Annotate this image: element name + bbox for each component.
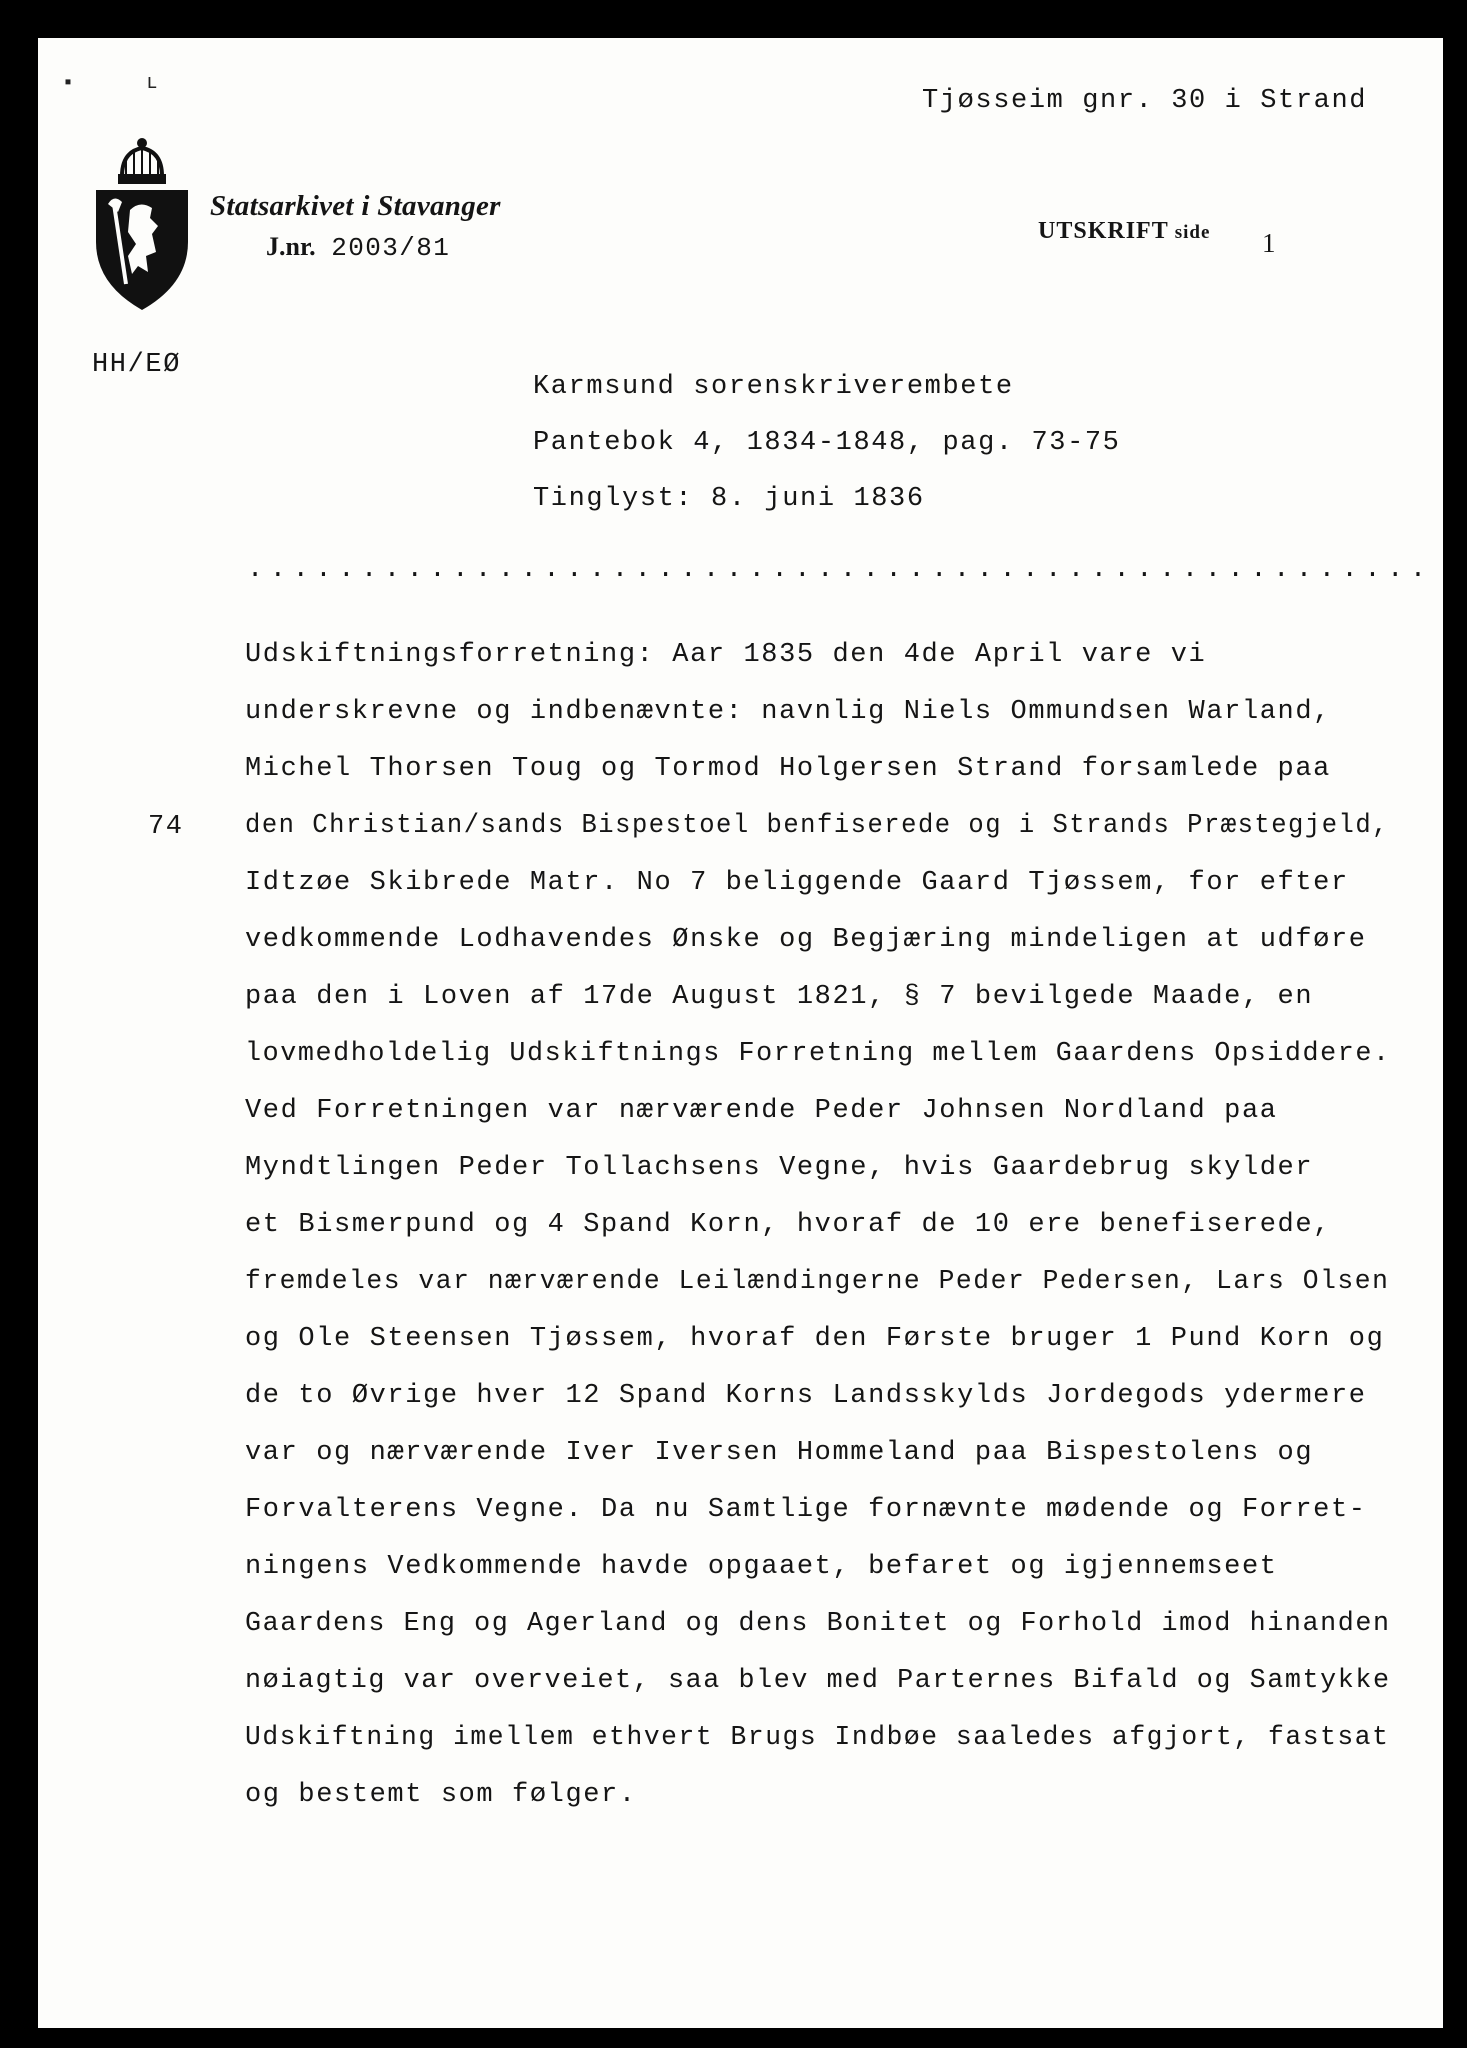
dotted-separator: ....................................................: [247, 555, 1433, 585]
text-line: og Ole Steensen Tjøssem, hvoraf den Første bruger 1 Pund Korn og: [245, 1324, 1385, 1354]
text-line: Forvalterens Vegne. Da nu Samtlige fornævnte mødende og Forret-: [245, 1495, 1367, 1525]
corner-mark: ▪: [62, 72, 75, 95]
corner-mark: ʟ: [146, 72, 159, 95]
text-line: Gaardens Eng og Agerland og dens Bonitet og Forhold imod hinanden: [245, 1609, 1391, 1639]
text-line: de to Øvrige hver 12 Spand Korns Landsskylds Jordegods ydermere: [245, 1381, 1367, 1411]
text-line: Udskiftning imellem ethvert Brugs Indbøe saaledes afgjort, fastsat: [245, 1723, 1390, 1753]
initials: HH/EØ: [92, 350, 182, 380]
location-header: Tjøsseim gnr. 30 i Strand: [922, 86, 1368, 116]
text-line: og bestemt som følger.: [245, 1780, 637, 1810]
text-line: Michel Thorsen Toug og Tormod Holgersen Strand forsamlede paa: [245, 754, 1331, 784]
source-registered: Tinglyst: 8. juni 1836: [533, 484, 925, 514]
text-line: fremdeles var nærværende Leilændingerne Peder Pedersen, Lars Olsen: [245, 1267, 1390, 1297]
text-line: paa den i Loven af 17de August 1821, § 7 bevilgede Maade, en: [245, 982, 1314, 1012]
text-line: Idtzøe Skibrede Matr. No 7 beliggende Gaard Tjøssem, for efter: [245, 868, 1349, 898]
text-line: Udskiftningsforretning: Aar 1835 den 4de April vare vi: [245, 640, 1207, 670]
source-office: Karmsund sorenskriverembete: [533, 372, 1014, 402]
journal-label: J.nr.: [266, 232, 316, 261]
utskrift-text: UTSKRIFT: [1038, 218, 1169, 244]
journal-number: [266, 232, 450, 263]
page-number: 1: [1262, 228, 1276, 258]
text-line: vedkommende Lodhavendes Ønske og Begjæring mindeligen at udføre: [245, 925, 1367, 955]
text-line: et Bismerpund og 4 Spand Korn, hvoraf de 10 ere benefiserede,: [245, 1210, 1331, 1240]
text-line: Myndtlingen Peder Tollachsens Vegne, hvis Gaardebrug skylder: [245, 1153, 1314, 1183]
utskrift-label: [1038, 218, 1210, 245]
archive-name: Statsarkivet i Stavanger: [210, 190, 501, 222]
margin-page-reference: 74: [148, 812, 184, 842]
text-line: Ved Forretningen var nærværende Peder Johnsen Nordland paa: [245, 1096, 1278, 1126]
text-line: ningens Vedkommende havde opgaaet, befaret og igjennemseet: [245, 1552, 1278, 1582]
text-line: lovmedholdelig Udskiftnings Forretning mellem Gaardens Opsiddere.: [245, 1039, 1391, 1069]
text-line: underskrevne og indbenævnte: navnlig Niels Ommundsen Warland,: [245, 697, 1331, 727]
source-book: Pantebok 4, 1834-1848, pag. 73-75: [533, 428, 1121, 458]
text-line: den Christian/sands Bispestoel benfiserede og i Strands Præstegjeld,: [245, 811, 1390, 841]
text-line: nøiagtig var overveiet, saa blev med Parternes Bifald og Samtykke: [245, 1666, 1391, 1696]
side-label: side: [1174, 222, 1211, 243]
journal-value: 2003/81: [331, 233, 451, 263]
text-line: var og nærværende Iver Iversen Hommeland paa Bispestolens og: [245, 1438, 1314, 1468]
coat-of-arms-icon: [92, 134, 192, 314]
